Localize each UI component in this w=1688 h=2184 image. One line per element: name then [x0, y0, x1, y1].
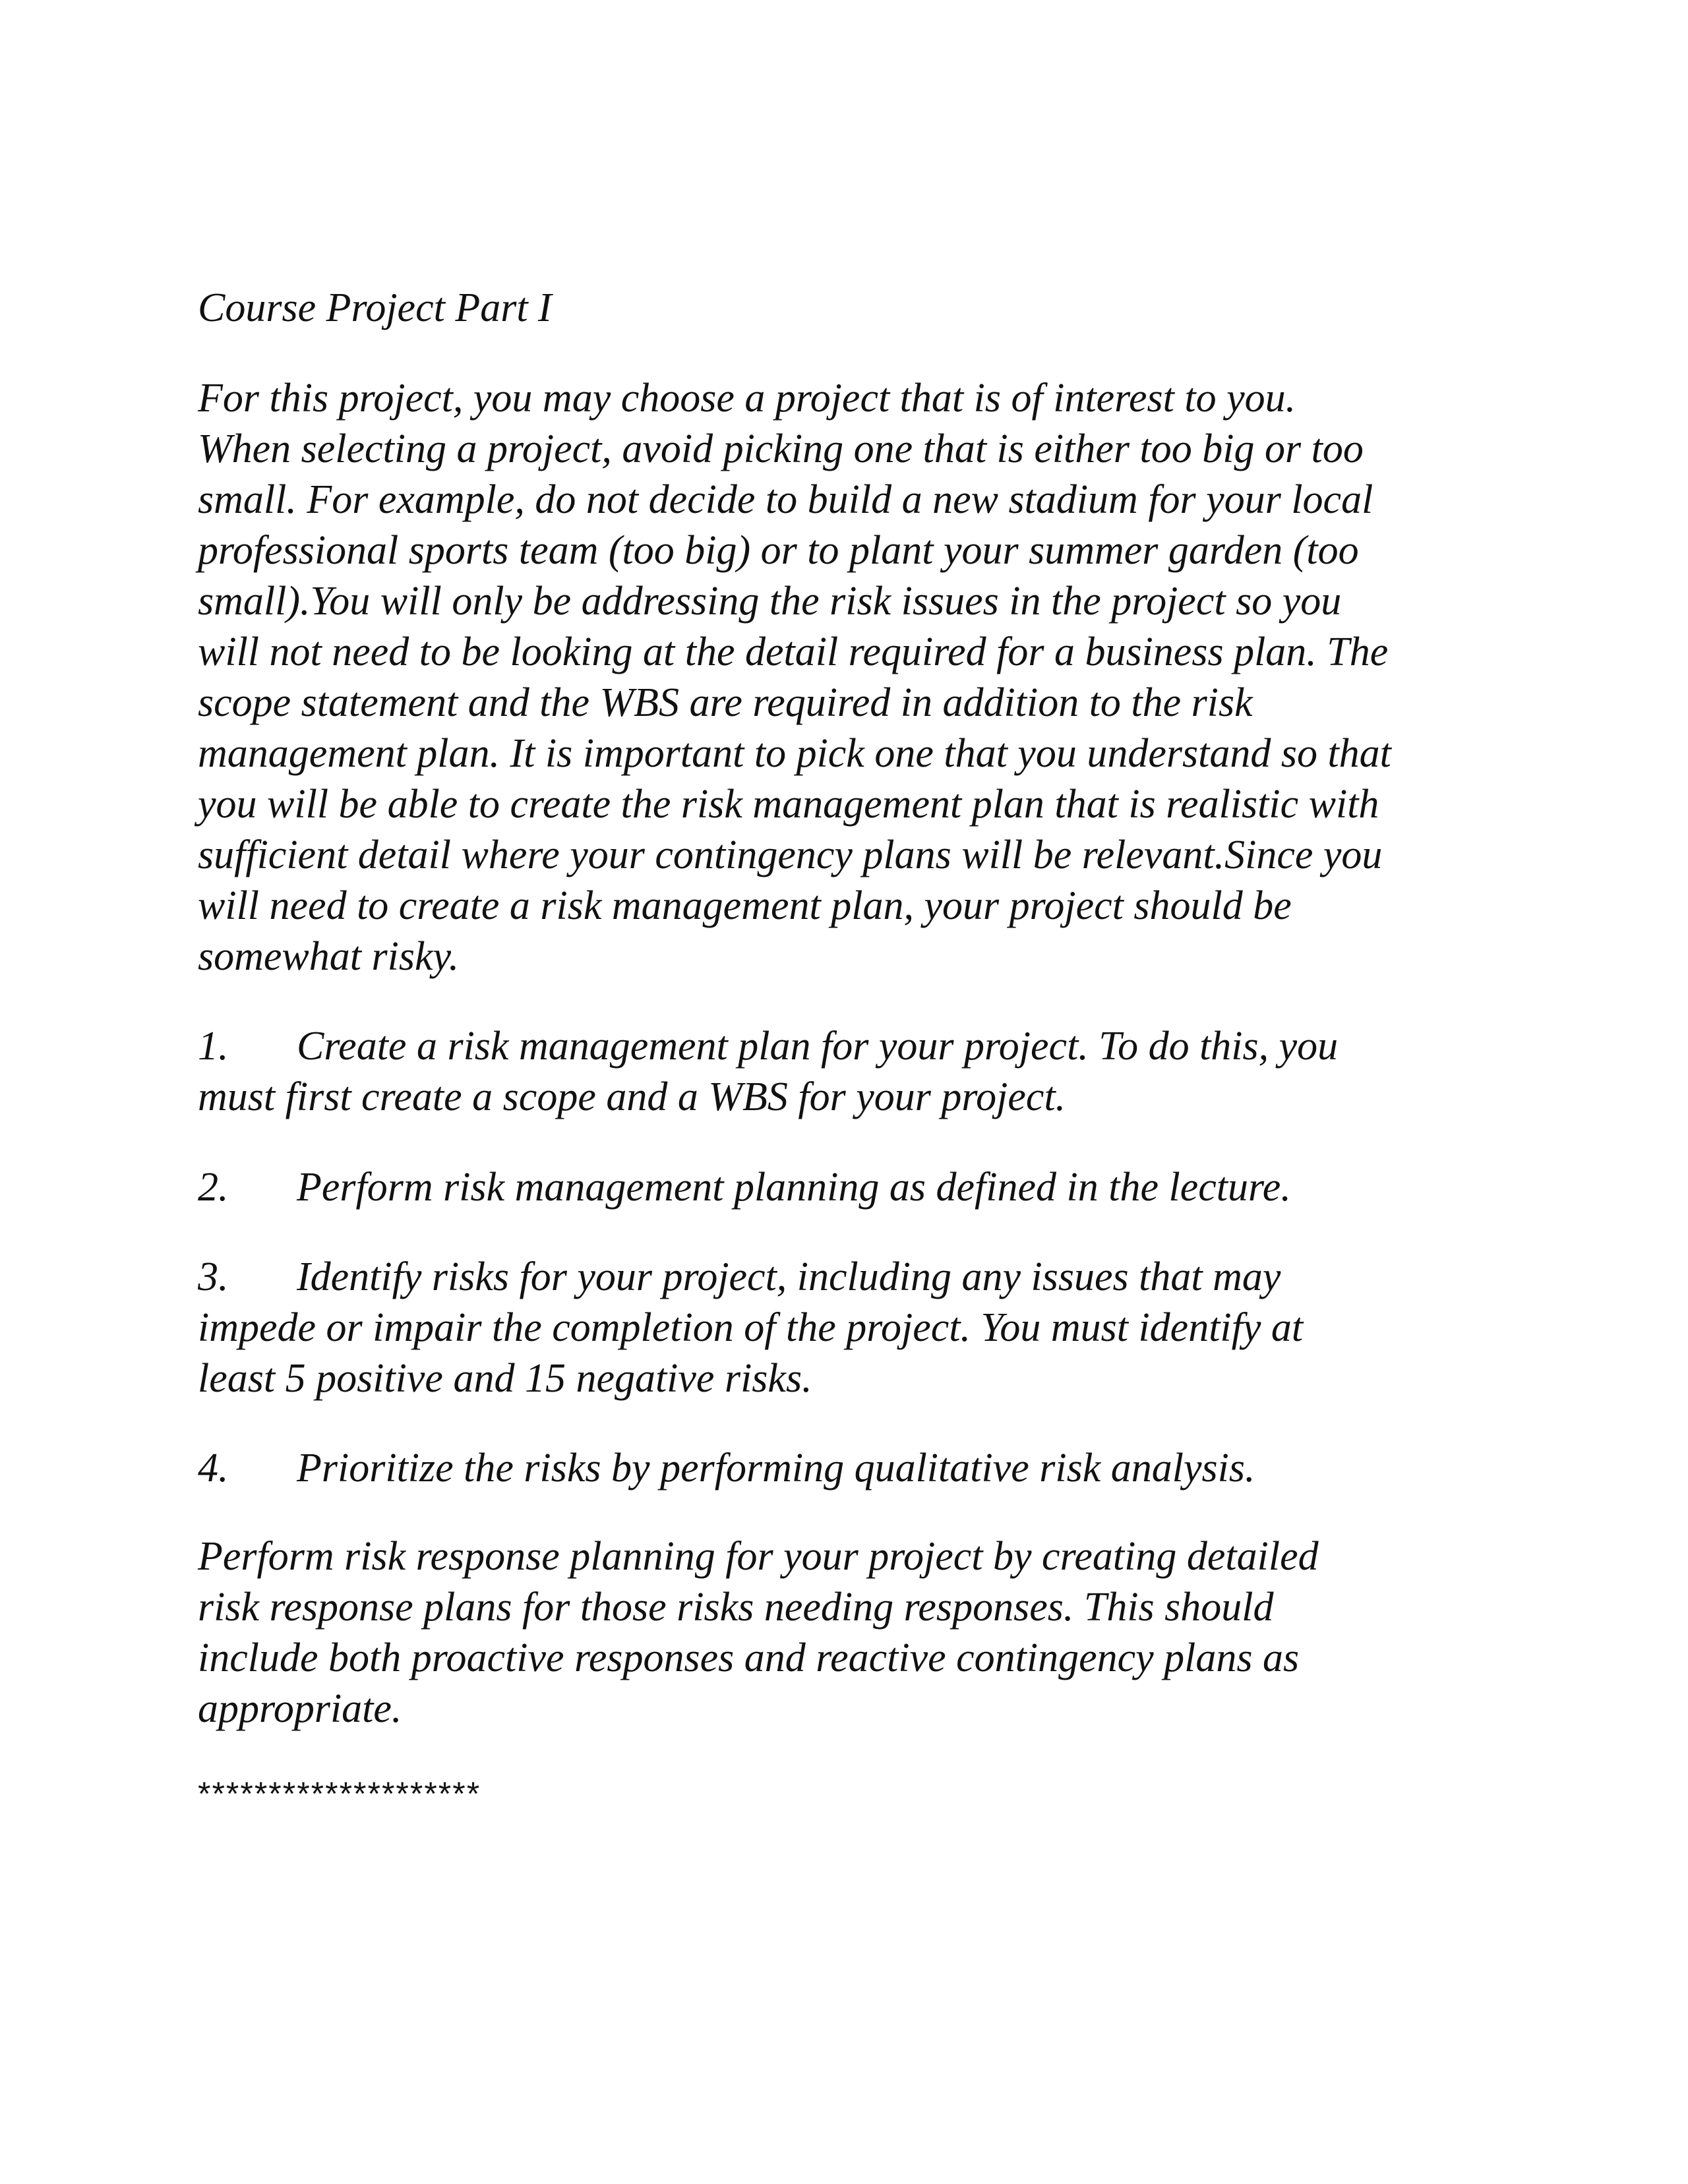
list-item-number: 4. [198, 1446, 229, 1490]
intro-line: will not need to be looking at the detail required for a business plan. The [198, 630, 1389, 674]
intro-line: management plan. It is important to pick one that you understand so that [198, 731, 1391, 776]
list-item-line: Identify risks for your project, including any issues that may [297, 1254, 1281, 1299]
intro-line: somewhat risky. [198, 934, 460, 979]
document-title: Course Project Part I [198, 285, 552, 330]
closing-line: risk response plans for those risks needing responses. This should [198, 1585, 1274, 1630]
list-item-number: 2. [198, 1165, 229, 1210]
list-item-line: must first create a scope and a WBS for your project. [198, 1075, 1066, 1119]
closing-line: Perform risk response planning for your project by creating detailed [198, 1534, 1319, 1579]
closing-line: include both proactive responses and reactive contingency plans as [198, 1636, 1300, 1680]
intro-line: small. For example, do not decide to build a new stadium for your local [198, 477, 1373, 522]
intro-line: professional sports team (too big) or to plant your summer garden (too [198, 528, 1359, 573]
list-item-line: Prioritize the risks by performing qualitative risk analysis. [297, 1446, 1255, 1490]
intro-line: sufficient detail where your contingency plans will be relevant.Since you [198, 833, 1383, 877]
list-item-line: least 5 positive and 15 negative risks. [198, 1356, 812, 1401]
list-item-line: Create a risk management plan for your project. To do this, you [297, 1024, 1339, 1069]
intro-line: For this project, you may choose a project that is of interest to you. [198, 376, 1296, 421]
closing-line: appropriate. [198, 1686, 402, 1731]
list-item-line: impede or impair the completion of the project. You must identify at [198, 1305, 1304, 1350]
list-item-line: Perform risk management planning as defined in the lecture. [297, 1165, 1291, 1210]
asterisk-separator: ******************** [198, 1775, 481, 1812]
list-item-number: 1. [198, 1024, 229, 1069]
intro-line: scope statement and the WBS are required in addition to the risk [198, 680, 1253, 725]
intro-line: small).You will only be addressing the risk issues in the project so you [198, 579, 1342, 624]
intro-line: will need to create a risk management plan, your project should be [198, 883, 1292, 928]
list-item-number: 3. [198, 1254, 229, 1299]
intro-line: When selecting a project, avoid picking one that is either too big or too [198, 427, 1364, 471]
intro-line: you will be able to create the risk management plan that is realistic with [198, 782, 1379, 827]
